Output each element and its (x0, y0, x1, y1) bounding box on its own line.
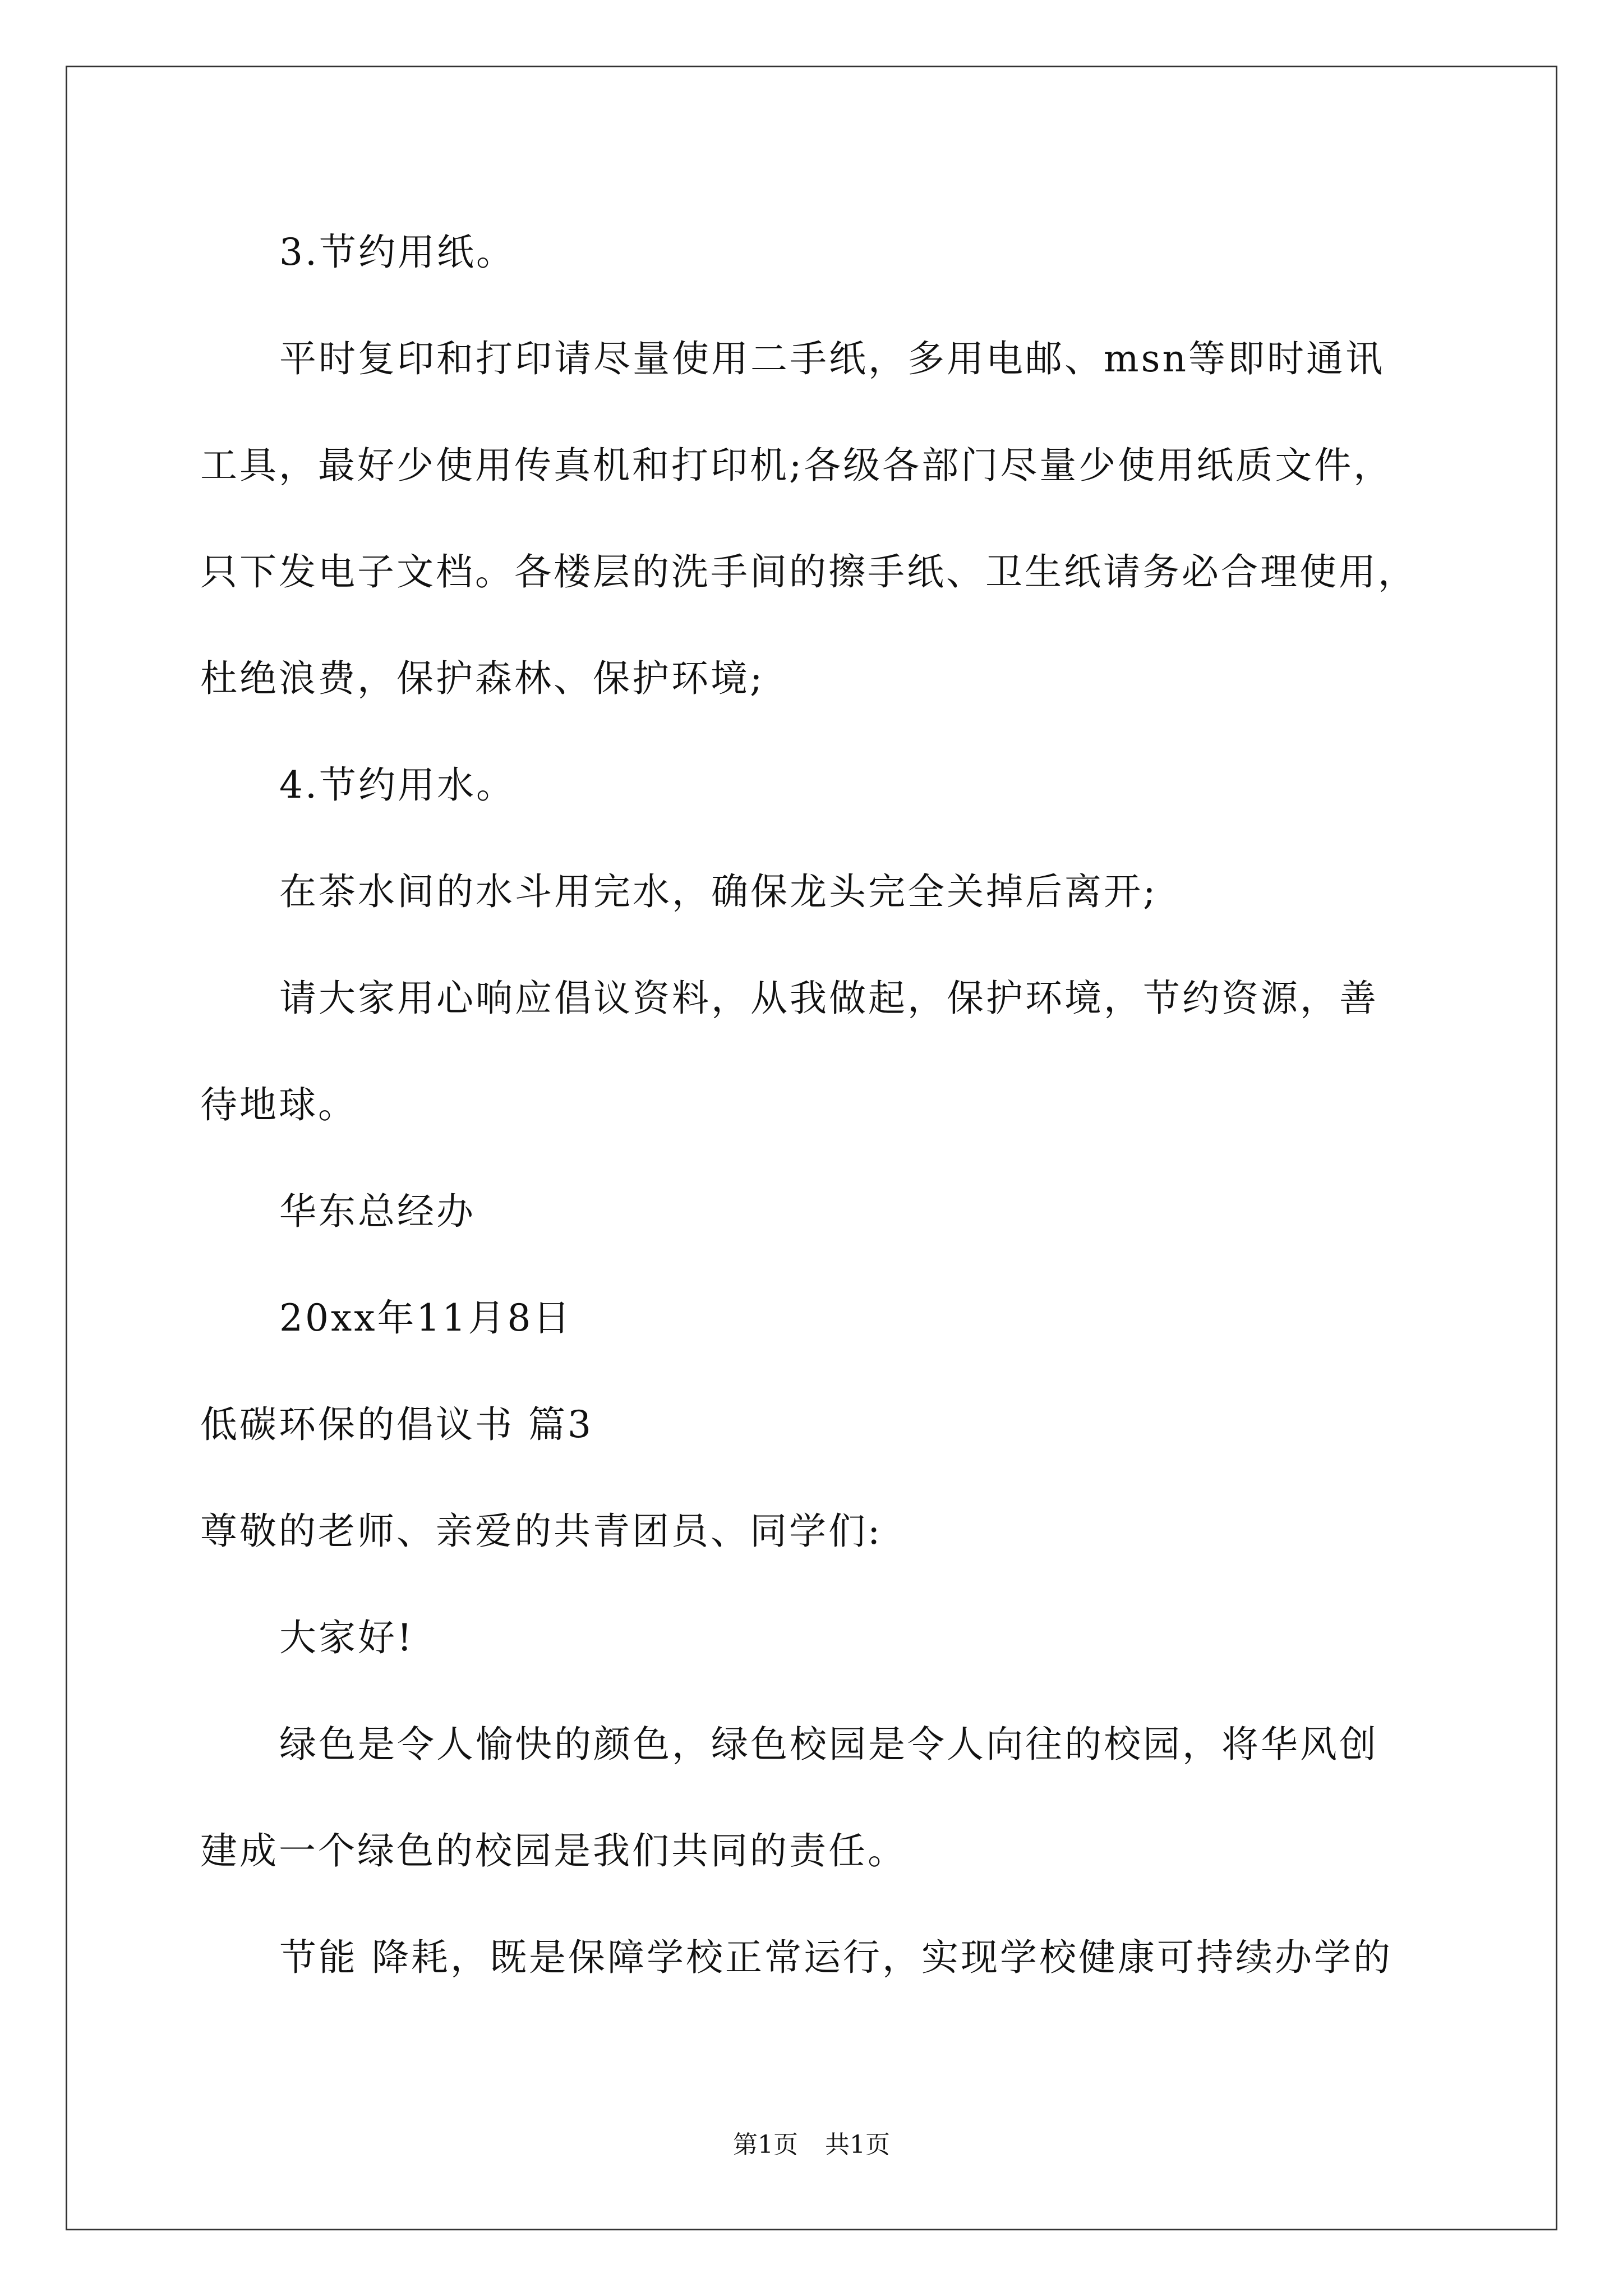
page-frame (66, 66, 1557, 2230)
signature-org: 华东总经办 (279, 1190, 476, 1233)
paragraph-line: 节能 降耗，既是保障学校正常运行，实现学校健康可持续办学的 (279, 1936, 1393, 1979)
salutation: 尊敬的老师、亲爱的共青团员、同学们: (200, 1510, 883, 1553)
paragraph-line: 在茶水间的水斗用完水，确保龙头完全关掉后离开; (279, 870, 1158, 913)
paragraph-line: 绿色是令人愉快的颜色，绿色校园是令人向往的校园，将华风创 (279, 1723, 1378, 1766)
section-heading-water: 4.节约用水。 (279, 763, 515, 807)
paragraph-line: 平时复印和打印请尽量使用二手纸，多用电邮、msn等即时通讯 (279, 337, 1385, 380)
paragraph-line: 建成一个绿色的校园是我们共同的责任。 (200, 1829, 907, 1872)
paragraph-line: 待地球。 (200, 1083, 357, 1126)
paragraph-line: 杜绝浪费，保护森林、保护环境; (200, 657, 765, 700)
greeting: 大家好! (279, 1616, 414, 1659)
page-number: 第1页 (733, 2131, 798, 2159)
section-heading-paper: 3.节约用纸。 (279, 231, 515, 274)
paragraph-line: 请大家用心响应倡议资料，从我做起，保护环境，节约资源，善 (279, 977, 1378, 1020)
signature-date: 20xx年11月8日 (279, 1296, 573, 1340)
paragraph-line: 工具，最好少使用传真机和打印机;各级各部门尽量少使用纸质文件， (200, 444, 1393, 487)
article-title: 低碳环保的倡议书 篇3 (200, 1403, 593, 1446)
page-footer (0, 2129, 1623, 2161)
page-total: 共1页 (825, 2131, 890, 2159)
paragraph-line: 只下发电子文档。各楼层的洗手间的擦手纸、卫生纸请务必合理使用， (200, 550, 1417, 593)
